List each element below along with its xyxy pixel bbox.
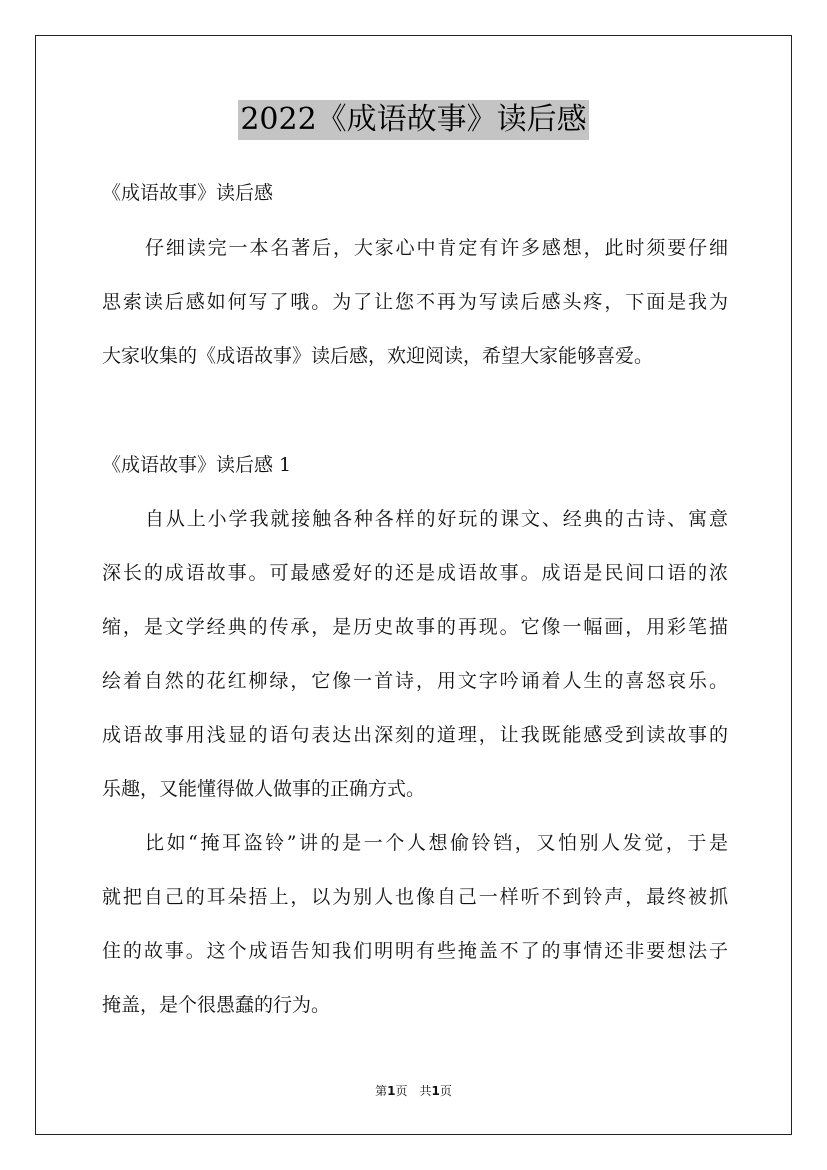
page-footer xyxy=(0,1083,827,1099)
intro-line: 仔细读完一本名著后，大家心中肯定有许多感想，此时须要仔细 xyxy=(145,237,728,259)
paragraph-line: 深长的成语故事。可最感爱好的还是成语故事。成语是民间口语的浓 xyxy=(102,562,728,584)
section-heading: 《成语故事》读后感 1 xyxy=(102,454,292,476)
paragraph-line: 自从上小学我就接触各种各样的好玩的课文、经典的古诗、寓意 xyxy=(145,508,728,530)
footer-page-number: 1 xyxy=(387,1084,396,1098)
paragraph-line: 就把自己的耳朵捂上，以为别人也像自己一样听不到铃声，最终被抓 xyxy=(102,886,728,908)
paragraph-line: 乐趣，又能懂得做人做事的正确方式。 xyxy=(102,778,426,800)
title-container xyxy=(0,100,827,140)
paragraph-line: 绘着自然的花红柳绿，它像一首诗，用文字吟诵着人生的喜怒哀乐。 xyxy=(102,670,728,692)
intro-line: 大家收集的《成语故事》读后感，欢迎阅读，希望大家能够喜爱。 xyxy=(102,345,654,367)
document-title: 2022《成语故事》读后感 xyxy=(238,100,588,140)
footer-page-total: 1 xyxy=(431,1084,440,1098)
paragraph-line: 比如“掩耳盗铃”讲的是一个人想偷铃铛，又怕别人发觉，于是 xyxy=(145,832,728,854)
paragraph-line: 缩，是文学经典的传承，是历史故事的再现。它像一幅画，用彩笔描 xyxy=(102,616,728,638)
paragraph-line: 成语故事用浅显的语句表达出深刻的道理，让我既能感受到读故事的 xyxy=(102,724,728,746)
footer-page-mid: 页 共 xyxy=(395,1084,432,1098)
intro-line: 思索读后感如何写了哦。为了让您不再为写读后感头疼，下面是我为 xyxy=(102,291,728,313)
footer-page-suffix: 页 xyxy=(439,1084,452,1098)
intro-heading: 《成语故事》读后感 xyxy=(102,182,274,204)
paragraph-line: 掩盖，是个很愚蠢的行为。 xyxy=(102,994,331,1016)
paragraph-line: 住的故事。这个成语告知我们明明有些掩盖不了的事情还非要想法子 xyxy=(102,940,728,962)
footer-page-prefix: 第 xyxy=(375,1084,388,1098)
